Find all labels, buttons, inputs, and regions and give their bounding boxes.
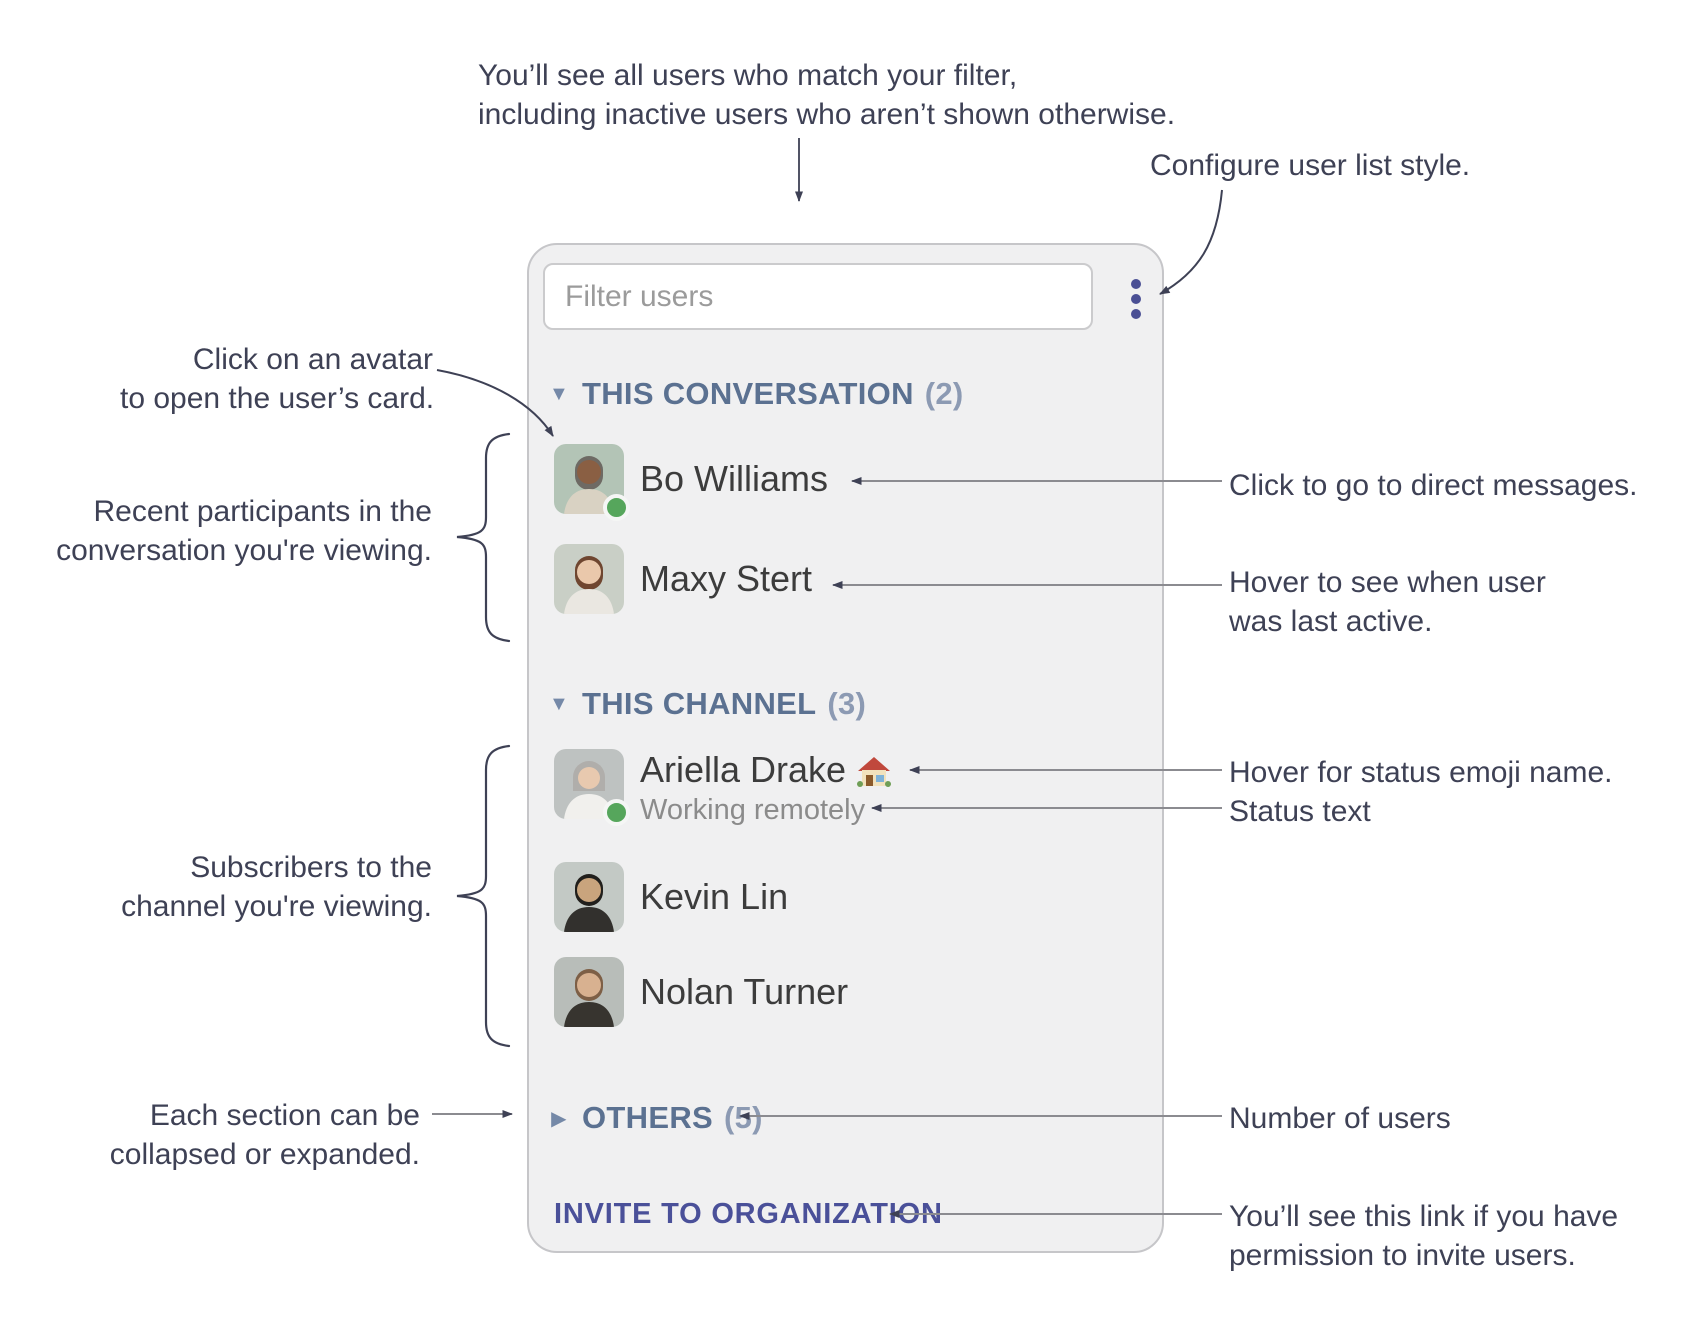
section-header-this-conversation[interactable]: [547, 376, 964, 412]
filter-note: [478, 56, 1175, 134]
house-status-emoji-icon[interactable]: [856, 754, 892, 790]
status-emoji-note: Hover for status emoji name.: [1229, 756, 1613, 789]
user-row-ariella-drake[interactable]: [554, 749, 892, 827]
chevron-right-icon[interactable]: ▶: [551, 1107, 567, 1130]
section-header-this-channel[interactable]: [547, 686, 866, 722]
user-name[interactable]: Nolan Turner: [640, 971, 849, 1012]
avatar[interactable]: [554, 444, 624, 514]
avatar-image: [554, 862, 624, 932]
section-label: THIS CONVERSATION: [582, 376, 914, 411]
avatar-image: [554, 957, 624, 1027]
arrow-to-menu: [1160, 190, 1222, 294]
chevron-down-icon[interactable]: ▼: [548, 382, 570, 405]
section-label: OTHERS: [582, 1100, 713, 1135]
section-header-others[interactable]: [547, 1100, 763, 1136]
kebab-menu-icon: [1131, 279, 1141, 289]
avatar-image: [554, 544, 624, 614]
filter-note-line1: You’ll see all users who match your filter,: [478, 59, 1018, 92]
section-count: (3): [827, 686, 867, 721]
filter-users-input[interactable]: [543, 263, 1093, 330]
chevron-down-icon[interactable]: ▼: [548, 692, 570, 715]
collapse-sections-note: Each section can be collapsed or expanded.: [109, 1099, 420, 1171]
avatar-note: Click on an avatar to open the user’s card.: [120, 343, 435, 415]
user-list-menu-button[interactable]: [1119, 275, 1153, 323]
brace-this-conversation: [457, 434, 509, 641]
user-row-nolan-turner[interactable]: [554, 957, 848, 1027]
avatar[interactable]: [554, 544, 624, 614]
user-count-note: Number of users: [1229, 1102, 1451, 1135]
user-name[interactable]: Bo Williams: [640, 458, 829, 499]
user-row-bo-williams[interactable]: [554, 444, 828, 514]
user-name[interactable]: Kevin Lin: [640, 876, 789, 917]
brace-this-channel: [457, 746, 509, 1046]
user-list-panel: [527, 243, 1164, 1253]
subscribers-note: Subscribers to the channel you're viewing.: [121, 851, 432, 923]
avatar[interactable]: [554, 957, 624, 1027]
avatar[interactable]: [554, 749, 624, 819]
config-note: Configure user list style.: [1150, 149, 1471, 182]
status-text-note: Status text: [1229, 795, 1371, 828]
user-name[interactable]: Ariella Drake: [640, 749, 847, 790]
user-row-kevin-lin[interactable]: [554, 862, 788, 932]
section-count: (2): [924, 376, 964, 411]
direct-messages-note: Click to go to direct messages.: [1229, 469, 1638, 502]
invite-to-organization-link[interactable]: INVITE TO ORGANIZATION: [554, 1198, 943, 1230]
section-label: THIS CHANNEL: [582, 686, 817, 721]
presence-active-dot: [603, 494, 630, 521]
section-count: (5): [723, 1100, 763, 1135]
invite-permission-note: You’ll see this link if you have permission to invite users.: [1229, 1200, 1619, 1272]
avatar[interactable]: [554, 862, 624, 932]
filter-note-line2: including inactive users who aren’t shown otherwise.: [478, 98, 1176, 131]
last-active-note: Hover to see when user was last active.: [1229, 566, 1546, 638]
user-name[interactable]: Maxy Stert: [640, 558, 813, 599]
recent-participants-note: Recent participants in the conversation you're viewing.: [56, 495, 432, 567]
user-row-maxy-stert[interactable]: [554, 544, 812, 614]
presence-active-dot: [603, 799, 630, 826]
user-status-text: Working remotely: [640, 794, 866, 826]
